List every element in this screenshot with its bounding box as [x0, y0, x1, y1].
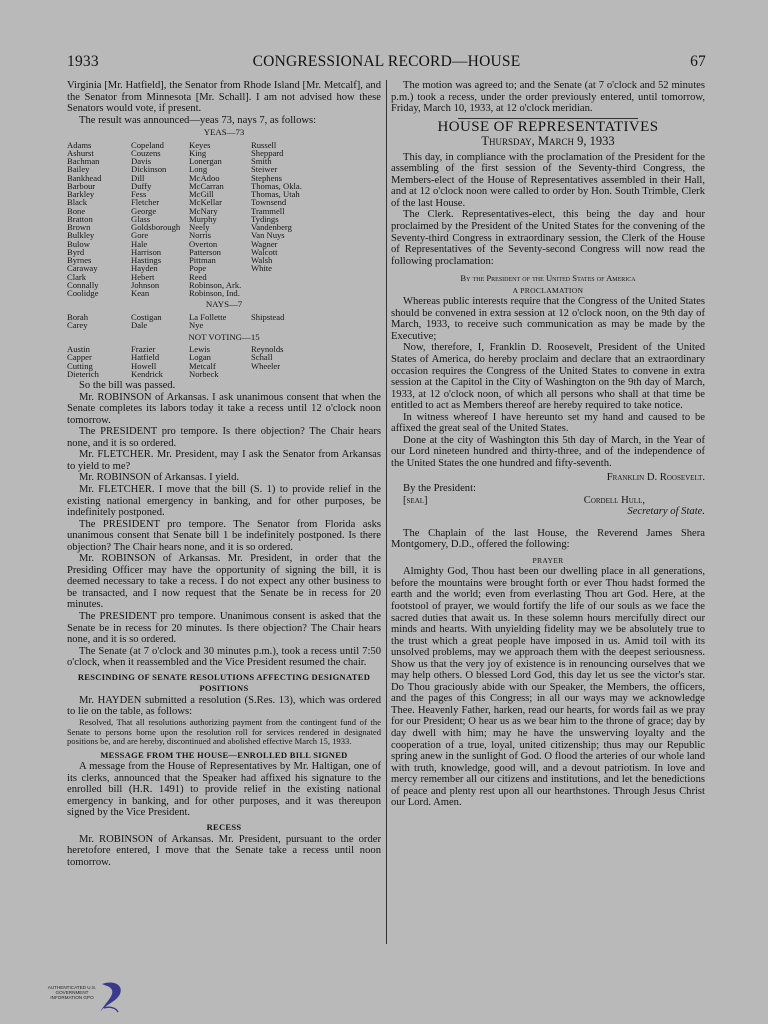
- not_voting-name: Metcalf: [189, 360, 216, 371]
- compliance-paragraph: This day, in compliance with the proclamation of the President for the assembling of the first session of the Seventy-third Congress, the Members-elect of the House of Representatives assembled in their Hall, and at 12 o'clock noon were called to order by Hon. South Trimble, Clerk of the last House.: [391, 151, 705, 209]
- yeas-name: Pope: [189, 263, 207, 274]
- yeas-name: Barbour: [67, 180, 96, 191]
- yeas-name: Dill: [131, 172, 145, 183]
- clerk-paragraph: The Clerk. Representatives-elect, this being the day and hour proclaimed by the President of the United States for the convening of the Seventy-third Congress in extraordinary session, the Clerk of the House of Representatives of the Seventy-second Congress will now read the following proclamation:: [391, 209, 705, 267]
- left-paragraphs: [67, 380, 381, 669]
- yeas-name: Dickinson: [131, 164, 167, 175]
- yeas-name: Black: [67, 197, 88, 208]
- yeas-name: Bulow: [67, 238, 90, 249]
- yeas-name: Davis: [131, 156, 152, 167]
- recess-heading: RECESS: [206, 822, 242, 832]
- yeas-name: Fletcher: [131, 197, 160, 208]
- not_voting-name: Dieterich: [67, 368, 99, 379]
- yeas-name: Bulkley: [67, 230, 95, 241]
- hayden-paragraph: Mr. HAYDEN submitted a resolution (S.Res. 13), which was ordered to lie on the table, as follows:: [67, 694, 381, 718]
- yeas-name: Thomas, Okla.: [251, 180, 302, 191]
- yeas-name: Adams: [67, 139, 92, 150]
- not_voting-name: Schall: [251, 352, 273, 363]
- nays-name: Dale: [131, 320, 148, 331]
- yeas-name: Townsend: [251, 197, 287, 208]
- not_voting-name: Frazier: [131, 344, 156, 355]
- secretary-of-state: Secretary of State.: [627, 506, 705, 518]
- yeas-name: Sheppard: [251, 147, 284, 158]
- yeas-name: George: [131, 205, 157, 216]
- senate-paragraph: Mr. FLETCHER. I move that the bill (S. 1) to provide relief in the existing national emergency in banking, and for other purposes, be indefinitely postponed.: [67, 484, 381, 519]
- yeas-name: [251, 273, 317, 281]
- yeas-name: Reed: [189, 271, 207, 282]
- yeas-name: Bone: [67, 205, 86, 216]
- yeas-heading: YEAS—73: [203, 127, 245, 138]
- left-column: [67, 80, 381, 868]
- not-voting-heading: NOT VOTING—15: [188, 331, 260, 342]
- yeas-name: Long: [189, 164, 208, 175]
- resolved-text: Resolved, That all resolutions authorizing payment from the contingent fund of the Senate to persons borne upon the resolution roll for services rendered in designated positions be, and are hereby, discontinued and abolished effective March 15, 1933.: [67, 716, 381, 747]
- yeas-name: Brown: [67, 222, 91, 233]
- header-page-number: 67: [690, 53, 706, 70]
- right-column: [391, 80, 705, 809]
- senate-paragraph: The Senate (at 7 o'clock and 30 minutes p.m.), took a recess until 7:50 o'clock, when it reassembled and the Vice President resumed the chair.: [67, 645, 381, 669]
- not_voting-name: Austin: [67, 344, 90, 355]
- nays-name: [251, 321, 317, 329]
- yeas-name: Connally: [67, 279, 99, 290]
- yeas-name: McGill: [189, 189, 214, 200]
- yeas-name: Lonergan: [189, 156, 222, 167]
- not-voting-list: [67, 345, 381, 378]
- yeas-name: Byrd: [67, 246, 85, 257]
- yeas-name: Gore: [131, 230, 149, 241]
- yeas-name: Hastings: [131, 255, 162, 266]
- nays-name: Borah: [67, 312, 89, 323]
- yeas-name: Harrison: [131, 246, 162, 257]
- yeas-name: Glass: [131, 213, 151, 224]
- yeas-name: Russell: [251, 139, 277, 150]
- column-divider: [386, 80, 387, 944]
- not_voting-name: Kendrick: [131, 368, 163, 379]
- done-paragraph: Done at the city of Washington this 5th day of March, in the Year of our Lord nineteen hundred and thirty-three, and of the independence of the United States the one hundred and fifty-seventh.: [391, 434, 705, 469]
- yeas-name: Smith: [251, 156, 272, 167]
- nays-name: Shipstead: [251, 312, 285, 323]
- nays-name: Carey: [67, 320, 88, 331]
- yeas-name: Bailey: [67, 164, 90, 175]
- yeas-name: Kean: [131, 288, 150, 299]
- recess-paragraph: Mr. ROBINSON of Arkansas. Mr. President, pursuant to the order heretofore entered, I move that the Senate take a recess until noon tomorrow.: [67, 833, 381, 868]
- yeas-name: Copeland: [131, 139, 164, 150]
- by-president-heading: By the President of the United States of America: [460, 273, 636, 284]
- yeas-name: McAdoo: [189, 172, 220, 183]
- rescinding-heading: RESCINDING OF SENATE RESOLUTIONS AFFECTING DESIGNATED POSITIONS: [77, 671, 371, 694]
- roosevelt-signature: Franklin D. Roosevelt.: [606, 471, 705, 483]
- senate-paragraph: Mr. ROBINSON of Arkansas. Mr. President, in order that the Presiding Officer may have the opportunity of signing the bill, it is deemed necessary to take a recess. I do not expect any other business to be transacted, and I now request that the Senate be in recess for 20 minutes.: [67, 553, 381, 611]
- chaplain-paragraph: The Chaplain of the last House, the Reverend James Shera Montgomery, D.D., offered the following:: [391, 527, 705, 551]
- not_voting-name: Norbeck: [189, 368, 219, 379]
- page-header: [67, 53, 706, 77]
- prayer-text: Almighty God, Thou hast been our dwelling place in all generations, before the mountains were brought forth or ever Thou hadst formed the earth and the world; even from everlasting Thou art God. Here, at the footstool of prayer, we would fortify the life of our souls as we face the sacred duties that await us. In these solemn hours mercifully direct our minds and hearts. With unyielding fidelity may we be absolutely true to the trust which a great people have imposed in us. Amid toil with its unsolved problems, may we approach them with the deepest seriousness. Show us that the very joy of existence is in renouncing ourselves that we may help others. O blessed Lord God, this day let us see the victor's star. Do Thou graciously abide with our Speaker, the Members, the officers, and the pages of this Congress; in all our ways may we acknowledge Thee. Heavenly Father, harken, read our hearts, for words fail as we pray for our President; O hear us as we bear him to the throne of grace; day by day dwell with him; may he have the unswerving loyalty and the cooperation of a true, loyal, united citizenship; thus may our Republic spring anew in the sunlight of God. O flood the arteries of our whole land with truth, knowledge, good will, and a devout patriotism. In love and mercy remember all our citizens and institutions, and let the benedictions of peace and plenty rest upon all our hearthstones. Through Jesus Christ our Lord. Amen.: [391, 566, 705, 809]
- yeas-name: Neely: [189, 222, 210, 233]
- yeas-name: [251, 281, 317, 289]
- not_voting-name: Hatfield: [131, 352, 160, 363]
- not_voting-name: Reynolds: [251, 344, 284, 355]
- yeas-name: Tydings: [251, 213, 279, 224]
- yeas-name: Bratton: [67, 213, 93, 224]
- header-year: 1933: [67, 53, 99, 70]
- yeas-name: Wagner: [251, 238, 278, 249]
- yeas-name: Patterson: [189, 246, 221, 257]
- yeas-name: Coolidge: [67, 288, 99, 299]
- yeas-name: McCarran: [189, 180, 224, 191]
- hull-signature: Cordell Hull,: [583, 494, 645, 506]
- not_voting-name: Howell: [131, 360, 157, 371]
- yeas-name: Fess: [131, 189, 147, 200]
- not_voting-name: Capper: [67, 352, 92, 363]
- yeas-name: Steiwer: [251, 164, 278, 175]
- nays-name: Costigan: [131, 312, 162, 323]
- yeas-name: Johnson: [131, 279, 160, 290]
- yeas-name: King: [189, 147, 207, 158]
- yeas-name: Byrnes: [67, 255, 92, 266]
- not_voting-name: Wheeler: [251, 360, 281, 371]
- senate-paragraph: Mr. ROBINSON of Arkansas. I yield.: [79, 472, 240, 484]
- senate-paragraph: The PRESIDENT pro tempore. The Senator from Florida asks unanimous consent that Senate bill 1 be indefinitely postponed. Is there objection? The Chair hears none, and it is so ordered.: [67, 518, 381, 553]
- yeas-name: Keyes: [189, 139, 211, 150]
- yeas-name: McKellar: [189, 197, 222, 208]
- nays-name: La Follette: [189, 312, 227, 323]
- gpo-authenticated-logo: [40, 978, 130, 1018]
- house-heading: HOUSE OF REPRESENTATIVES: [437, 118, 659, 135]
- yeas-name: Norris: [189, 230, 211, 241]
- senate-paragraph: Mr. ROBINSON of Arkansas. I ask unanimous consent that when the Senate completes its labors today it take a recess until 12 o'clock noon tomorrow.: [67, 391, 381, 426]
- message-paragraph: A message from the House of Representatives by Mr. Haltigan, one of its clerks, announced that the Speaker had affixed his signature to the enrolled bill (H.R. 1491) to provide relief in the existing national emergency in banking, and for other purposes, and it was thereupon signed by the Vice President.: [67, 761, 381, 819]
- nays-list: [67, 313, 381, 330]
- yeas-name: Overton: [189, 238, 218, 249]
- senate-paragraph: The PRESIDENT pro tempore. Is there objection? The Chair hears none, and it is so ordered.: [67, 426, 381, 449]
- yeas-name: Trammell: [251, 205, 285, 216]
- yeas-name: Couzens: [131, 147, 161, 158]
- whereas-paragraph: Whereas public interests require that the Congress of the United States should be convened in extra session at 12 o'clock noon, on the 9th day of March, 1933, to receive such communication as may be made by the Executive;: [391, 296, 705, 342]
- nays-name: Nye: [189, 320, 204, 331]
- header-title: CONGRESSIONAL RECORD—HOUSE: [252, 53, 521, 70]
- yeas-name: Stephens: [251, 172, 283, 183]
- motion-paragraph: The motion was agreed to; and the Senate (at 7 o'clock and 52 minutes p.m.) took a recess, under the order previously entered, until tomorrow, Friday, March 10, 1933, at 12 o'clock meridian.: [391, 80, 705, 115]
- yeas-name: Hebert: [131, 271, 155, 282]
- yeas-name: Bankhead: [67, 172, 102, 183]
- witness-paragraph: In witness whereof I have hereunto set my hand and caused to be affixed the great seal of the United States.: [391, 411, 705, 435]
- yeas-name: Vandenberg: [251, 222, 292, 233]
- proclamation-heading: A PROCLAMATION: [512, 285, 584, 295]
- left-intro: Virginia [Mr. Hatfield], the Senator from Rhode Island [Mr. Metcalf], and the Senator from Minnesota [Mr. Schall]. I am not advised how these Senators would vote, if present.: [67, 80, 381, 115]
- yeas-name: White: [251, 263, 272, 274]
- session-date: Thursday, March 9, 1933: [481, 134, 615, 149]
- yeas-name: [251, 289, 317, 297]
- prayer-heading: PRAYER: [532, 555, 564, 565]
- yeas-name: Walsh: [251, 255, 273, 266]
- yeas-name: Robinson, Ind.: [189, 288, 240, 299]
- yeas-name: Walcott: [251, 246, 278, 257]
- yeas-name: Hayden: [131, 263, 158, 274]
- yeas-name: Goldsborough: [131, 222, 181, 233]
- yeas-name: Clark: [67, 271, 87, 282]
- by-the-president: By the President:: [403, 483, 476, 495]
- yeas-name: Pittman: [189, 255, 216, 266]
- not_voting-name: Lewis: [189, 344, 211, 355]
- yeas-name: Caraway: [67, 263, 98, 274]
- senate-paragraph: The PRESIDENT pro tempore. Unanimous consent is asked that the Senate be in recess for 20 minutes. Is there objection? The Chair hears none, and it is so ordered.: [67, 611, 381, 646]
- yeas-name: Murphy: [189, 213, 217, 224]
- vote-result: The result was announced—yeas 73, nays 7, as follows:: [79, 114, 317, 126]
- yeas-name: Barkley: [67, 189, 95, 200]
- yeas-name: Thomas, Utah: [251, 189, 300, 200]
- yeas-name: Robinson, Ark.: [189, 279, 242, 290]
- seal-row: [391, 495, 705, 507]
- yeas-name: Duffy: [131, 180, 152, 191]
- therefore-paragraph: Now, therefore, I, Franklin D. Roosevelt, President of the United States of America, do hereby proclaim and declare that an extraordinary occasion requires the Congress of the United States to convene in extra session at the Capitol in the City of Washington on the 9th day of March, 1933, at 12 o'clock noon, of which all persons who shall at that time be entitled to act as Members thereof are hereby required to take notice.: [391, 342, 705, 412]
- yeas-name: Ashurst: [67, 147, 94, 158]
- gpo-logo-text: AUTHENTICATED U.S. GOVERNMENT INFORMATION GPO: [47, 985, 97, 1000]
- yeas-name: Hale: [131, 238, 148, 249]
- not_voting-name: Logan: [189, 352, 211, 363]
- yeas-name: Van Nuys: [251, 230, 285, 241]
- seal-label: [seal]: [403, 494, 428, 506]
- yeas-name: McNary: [189, 205, 218, 216]
- not_voting-name: [251, 370, 317, 378]
- not_voting-name: Cutting: [67, 360, 93, 371]
- yeas-list: [67, 141, 381, 298]
- message-heading: MESSAGE FROM THE HOUSE—ENROLLED BILL SIGNED: [100, 749, 348, 760]
- senate-paragraph: So the bill was passed.: [79, 380, 176, 392]
- nays-heading: NAYS—7: [205, 299, 243, 310]
- yeas-name: Bachman: [67, 156, 100, 167]
- senate-paragraph: Mr. FLETCHER. Mr. President, may I ask the Senator from Arkansas to yield to me?: [67, 449, 381, 472]
